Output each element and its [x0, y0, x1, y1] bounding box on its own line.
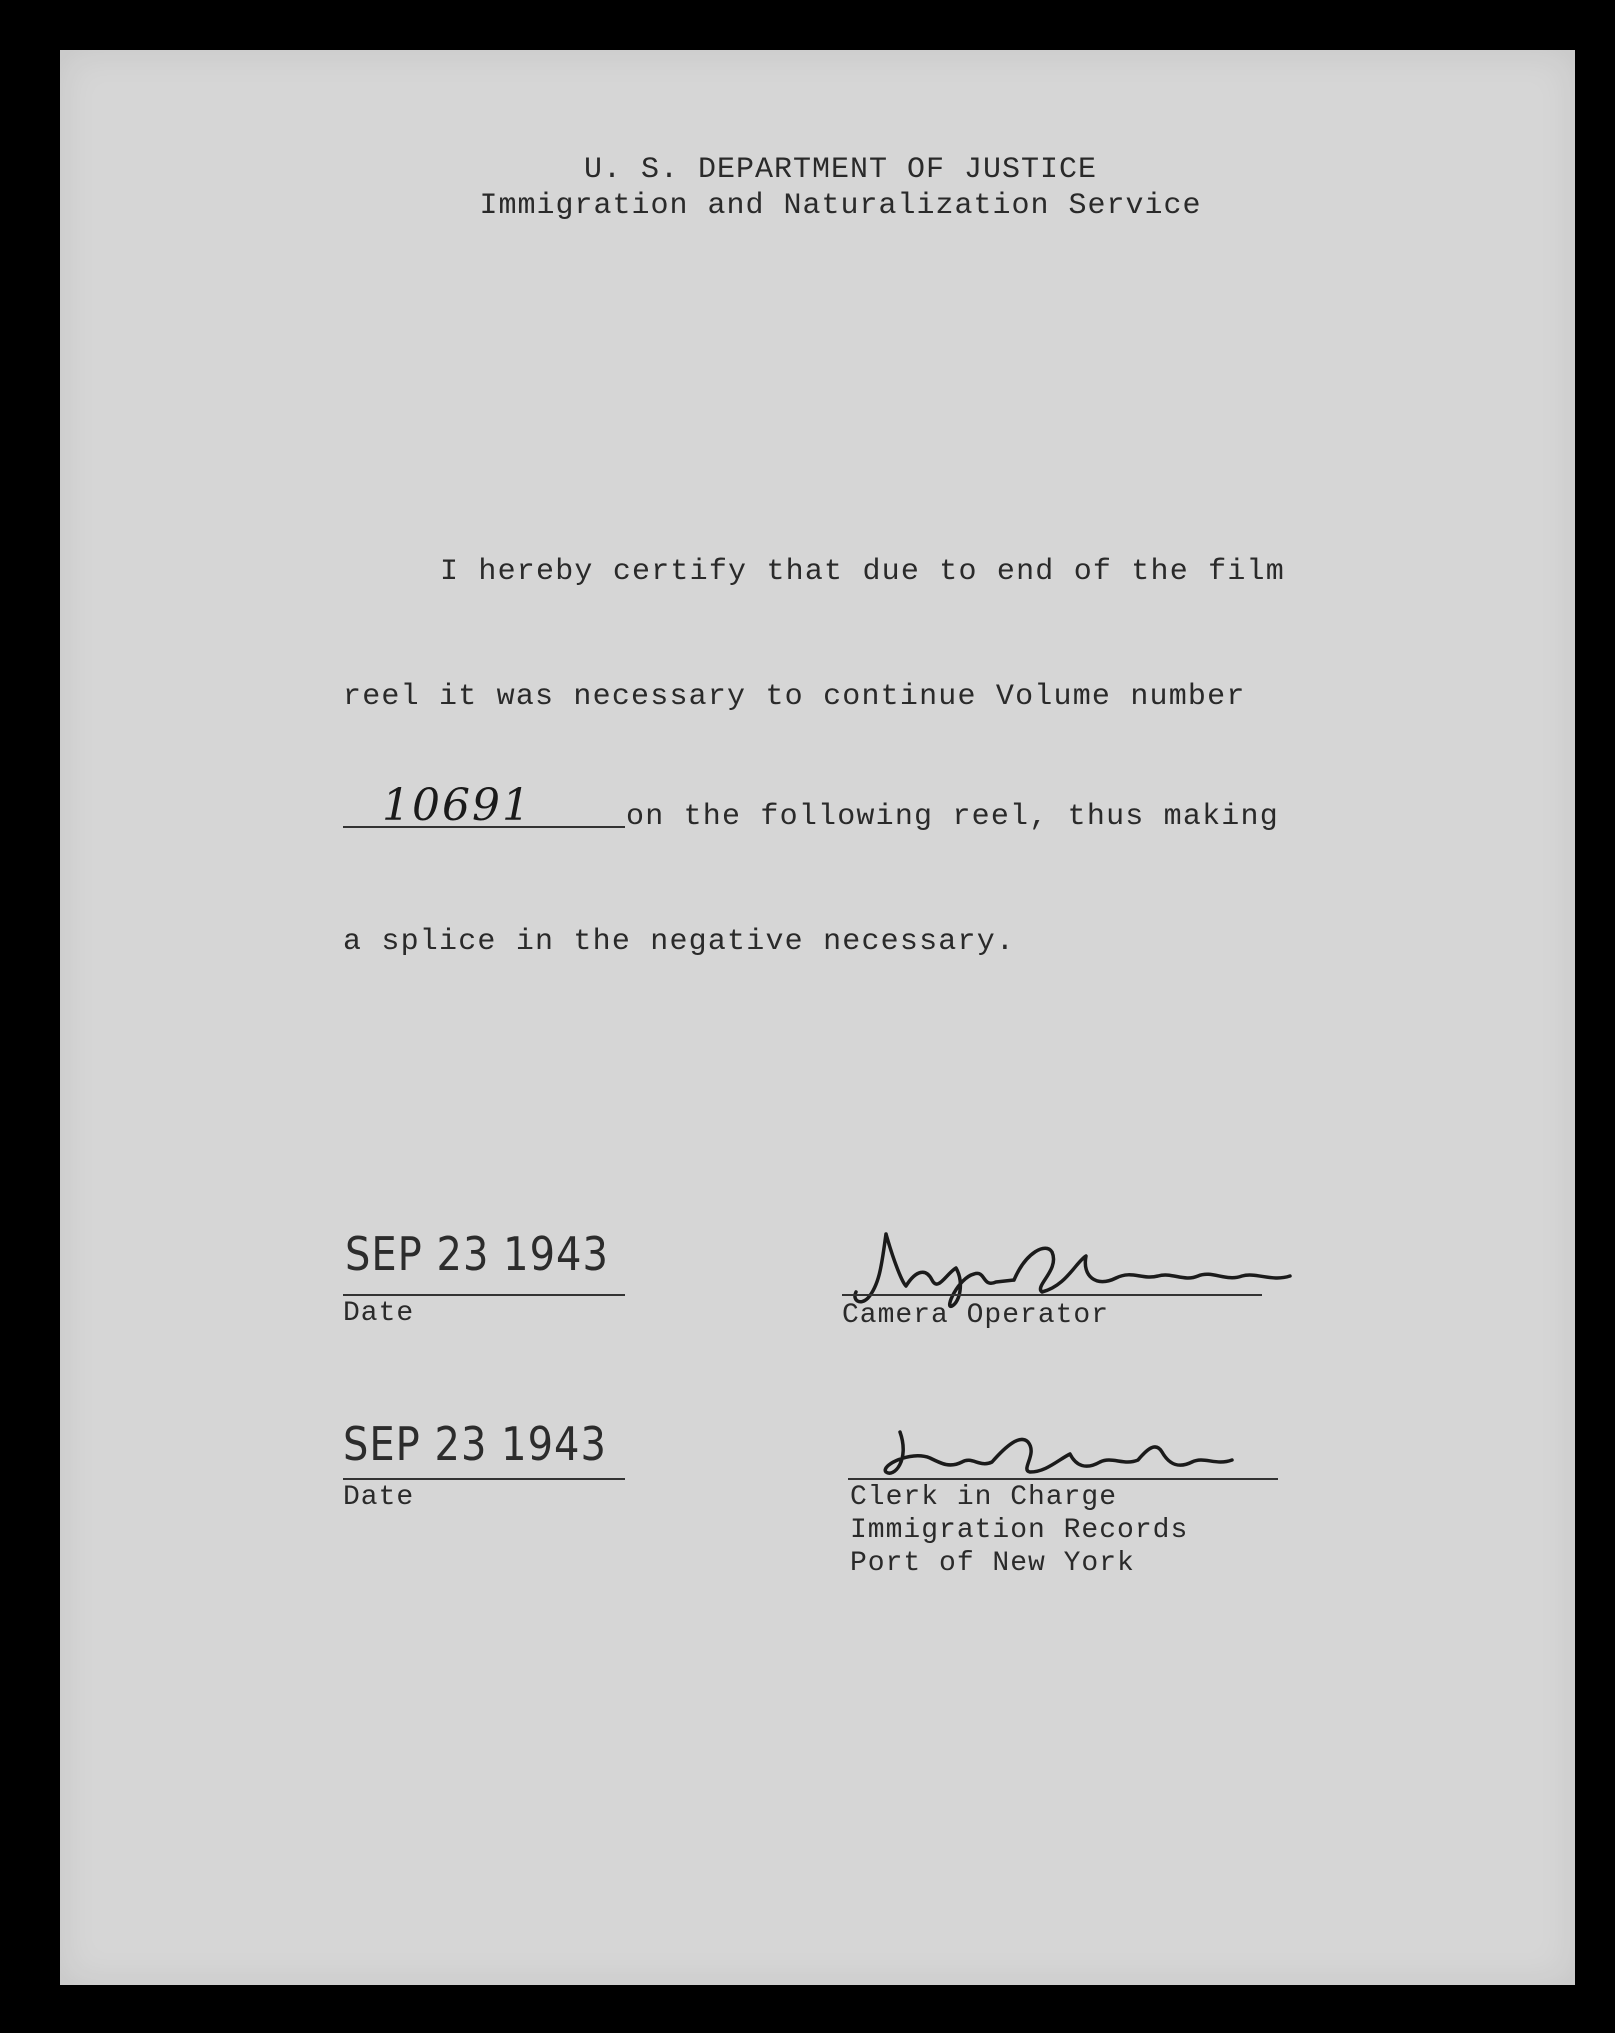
clerk-label-line-2: Immigration Records: [850, 1515, 1189, 1546]
clerk-underline: [848, 1478, 1278, 1480]
certification-line-2: reel it was necessary to continue Volume number: [343, 680, 1246, 714]
service-heading: Immigration and Naturalization Service: [479, 189, 1202, 223]
certification-line-1: I hereby certify that due to end of the film: [440, 555, 1285, 589]
date-1-label: Date: [343, 1298, 415, 1329]
date-1-underline: [343, 1294, 625, 1296]
camera-operator-underline: [842, 1294, 1262, 1296]
volume-number-handwritten: 10691: [382, 780, 532, 831]
clerk-label-line-3: Port of New York: [850, 1548, 1135, 1579]
date-stamp-1: SEP 23 1943: [345, 1228, 609, 1282]
department-heading: U. S. DEPARTMENT OF JUSTICE: [583, 153, 1098, 187]
certification-line-3: on the following reel, thus making: [626, 800, 1279, 834]
certification-line-4: a splice in the negative necessary.: [343, 925, 1016, 959]
date-2-label: Date: [343, 1482, 415, 1513]
document-page: [60, 50, 1575, 1985]
date-2-underline: [343, 1478, 625, 1480]
date-stamp-2: SEP 23 1943: [343, 1418, 607, 1472]
camera-operator-label: Camera Operator: [842, 1300, 1110, 1331]
clerk-label-line-1: Clerk in Charge: [850, 1482, 1118, 1513]
